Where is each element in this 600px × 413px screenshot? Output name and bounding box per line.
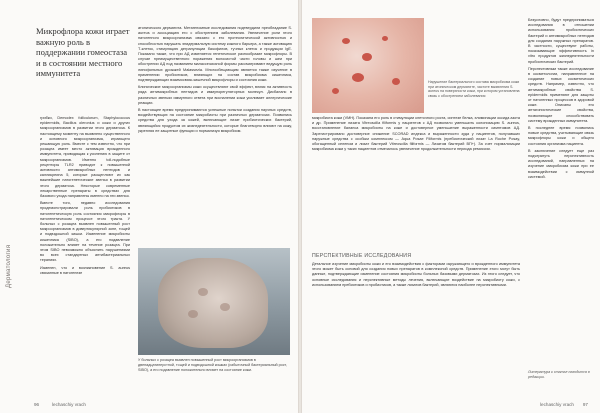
paragraph: В последнее время появились новые средства, учитывающие связь микрофлоры кожи и общего состояния организма пациента. xyxy=(528,126,594,146)
paragraph: атопического дерматита. Метагеномные исследования подтвердили преобладание S. aureus и ассоциацию его с обострением заболевания. Увеличение роли этого патогенного микроорганизма связано с его протеолитической активностью и способностью нарушать эпидермальную систему кожного барьера, а также активацию Т-клеток, стимуляцию дегрануляции базофилов, тучных клеток и продукции IgE. Показано также, что при АД изменяется генетическое разнообразие микрофлоры. В случае преимущественного поражения волосистой части головы и шеи при обострении АД под названием малассезиозной формы рассматривают ведущую роль липофильных дрожжей Malassezia. Многообещающим является также изучение в применении пробиотиков, влияющих на состав микробиома кишечника, подтверждающих взаимосвязь кишечной микрофлоры и состояния кожи. xyxy=(138,26,292,83)
paragraph: В настоящее время предпринимаются успешные попытки создания научных средств, воздействующих на состояние микробиоты при различных дерматозах. Появились средства для ухода за кожей, включающие лизат пробиотических бактерий, являющийся продуктом их жизнедеятельности, которые благотворно влияют на кожу, укрепляя ее защитные функции и нормализуя микробиом. xyxy=(138,108,292,133)
right-column-1 xyxy=(312,116,520,248)
article-title: Микрофлора кожи играет важную роль в поддержании гомеостаза и в состоянии местного иммунитета xyxy=(36,26,130,78)
photo-detail xyxy=(188,310,198,318)
page-number: 96 xyxy=(34,402,40,407)
reference-note: Литература к статье находится в редакции. xyxy=(528,370,590,379)
photo-caption: У больных с розацеа выявлен повышенный рост микроорганизмов в двенадцатиперстной, тощей и подвздошной кишках (избыточный бактериальный рост, SIBO), а его подавление положительно влияет на состояние кожи. xyxy=(138,358,287,372)
photo-detail xyxy=(342,38,350,44)
paragraph: В заключение следует еще раз подчеркнуть перспективность исследований, направленных на изучение микробиома кожи при ее взаимодействии с иммунной системой. xyxy=(528,148,594,179)
section-heading: ПЕРСПЕКТИВНЫЕ ИССЛЕДОВАНИЯ xyxy=(312,253,412,259)
left-column-1 xyxy=(40,116,130,401)
paragraph: грибки, Demodex folliculorum, Staphylococcus epidermidis, Bacillus oleronius и кожи и других микроорганизмов в развитии этого дерматоза. К настоящему моменту на выявлено существенного и основного микроорганизма, играющего решающую роль. Вместе с тем известно, что при розацеа имеет место активация врожденного иммунитета, приводящая к усилению в защите от микроорганизмов. Именно toll-подобные рецепторы TLR2 приводят к повышенной активности антимикробных пептидов и калликреина 5, которые расщепляют их как важнейшие патогенетические звенья в развитии этого дерматоза. Некоторые современные лекарственные препараты в средствах для базового ухода направлены именно на эти звенья. xyxy=(40,116,130,199)
magazine-brand: lechaschiy vrach xyxy=(52,402,86,407)
magazine-brand: lechaschiy vrach xyxy=(540,402,574,407)
right-page xyxy=(302,0,600,413)
photo-detail xyxy=(220,303,230,311)
paragraph: Перспективным также исследование в косметологии, направленное на создание новых косметических средств. Например, известно, что антимикробные свойства S. epidermidis применяют для защиты от патогенных процессов в здоровой коже. Описаны его антагонистические свойства, позволяющие способствовать систему врожденных иммунитета. xyxy=(528,66,594,123)
page-number: 97 xyxy=(582,402,588,407)
photo-subject xyxy=(158,258,268,348)
paragraph: Изменен, что и возникновение S. aureus связанные в патогенезе xyxy=(40,265,130,275)
section-label: Дерматология xyxy=(6,244,12,288)
photo-detail xyxy=(392,78,400,85)
paragraph: микробиота кожи (VMH). Показана его роль в стимуляции клеточного роста, синтезе белка, элиминации оксида азота и др. Применение лизата Vitreoscilla filiformis у пациентов с АД позволило уменьшить колонизацию S. aureus, восстановление баланса микробиоты на коже и достоверное уменьшение выраженности симптомов АД. Зарегистрировано достоверное снижение SCORAD индекса и выраженности зуда у пациентов, получавших наружные средства с особым комплексом — Aqua Posae Filiformis (пребиотический лизат La Roche Posay, обогащенный селеном и лизат бактерий Vitreoscilla filiformis — Лизатом бактерий ВП+). За счет нормализации микробиома кожи у таких пациентов отмечалось увеличение продолжительности периода ремиссии. xyxy=(312,116,520,152)
section-tab xyxy=(6,160,16,290)
left-page xyxy=(0,0,298,413)
paragraph: Клинические микроорганизмы кожи осуществляют свой эффект, влияя на активность ряда антимикробных пептидов и иммунорегуляторных молекул. Дисбаланс в различных звеньях иммунного ответа при воспалении кожи усиливает аллергические реакции. xyxy=(138,85,292,105)
patient-photo xyxy=(138,248,290,355)
right-column-3 xyxy=(528,18,594,388)
photo-detail xyxy=(362,53,372,61)
photo-detail xyxy=(332,88,339,94)
paragraph: Безусловно, будут предприниматься исследования в отношении использования пробиотических бактерий и антимикробных пептидов для создания наружных препаратов. В частности, существуют работы, показывающие эффективность in vitro продуктов жизнедеятельности пробиотических бактерий. xyxy=(528,18,594,64)
photo-detail xyxy=(382,36,388,41)
photo-detail xyxy=(198,288,208,296)
right-column-2 xyxy=(312,262,520,398)
photo-detail xyxy=(352,73,364,82)
photo-caption: Нарушение бактериального состава микробиома кожи при атопическом дерматите, частоте выявления S. aureus на поверхности кожи, при котором установлена связь с обострением заболевания xyxy=(428,80,520,98)
paragraph: Детальное изучение микробиоты кожи и его взаимодействия с факторами окружающего и врожденного иммунитета этого может быть основой для создания новых препаратов в комплексной средств. Применение этого могут быть данные, подтверждающие изменение состояния микробиоты больных базовыми дерматозах. Из этого следует, что основные исследования и перспективные методы лечения, включающие воздействие на микробиоту кожи, с использованием пребиотиков и пробиотиков, а также лизатов бактерий, являются наиболее перспективными. xyxy=(312,262,520,287)
left-column-2 xyxy=(138,26,292,241)
skin-photo xyxy=(312,18,424,113)
paragraph: Вместе того, недавно исследования продемонстрировали роль пробиотиков в патогенетическую роль состояния микрофлоры в патогенетическом процессе этого тракта. У больных с розацеа выявлен повышенный рост микроорганизмов в дивертикулярной зоне, тощей и подвздошной кишки. Изменение микробиоты кишечника (SIBO), а его подавление положительно влияет на течение розацеа. При этом SIBO невозможно объяснить нарушениями во всех стандартных антибактериальных терапиях. xyxy=(40,201,130,263)
